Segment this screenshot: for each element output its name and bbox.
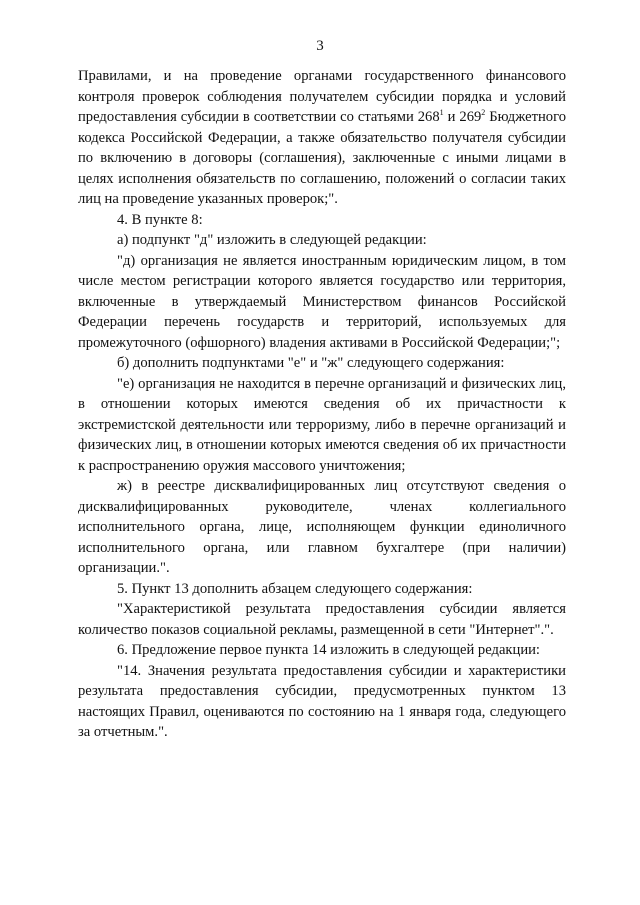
paragraph	[78, 476, 566, 579]
superscript-text: 2	[481, 108, 486, 117]
paragraph-text: 5. Пункт 13 дополнить абзацем следующего содержания:	[117, 580, 473, 597]
paragraph-text: "е) организация не находится в перечне организаций и физических лиц, в отношении которых имеются сведения об их причастности к экстремистской деятельности или терроризму, либо в перечне организаций и физических лиц, в отношении которых имеются сведения об их причастности к распространению оружия массового уничтожения;	[78, 375, 566, 474]
paragraph	[78, 640, 566, 661]
paragraph	[78, 251, 566, 354]
paragraph	[78, 374, 566, 477]
paragraph	[78, 579, 566, 600]
paragraph	[78, 230, 566, 251]
paragraph-text: Правилами, и на проведение органами государственного финансового контроля проверок соблюдения получателем субсидии порядка и условий предоставления субсидии в соответствии со статьями 268	[78, 68, 566, 125]
paragraph	[78, 353, 566, 374]
paragraph	[78, 66, 566, 210]
paragraph	[78, 210, 566, 231]
paragraph-text: "Характеристикой результата предоставления субсидии является количество показов социальной рекламы, размещенной в сети "Интернет".".	[78, 601, 566, 638]
paragraph	[78, 661, 566, 743]
document-body	[78, 66, 566, 743]
paragraph-text: а) подпункт "д" изложить в следующей редакции:	[117, 232, 427, 248]
paragraph-text: 4. В пункте 8:	[117, 211, 203, 228]
paragraph-text: Бюджетного кодекса Российской Федерации, а также обязательство получателя субсидии по включению в договоры (соглашения), заключенные с иными лицами в целях исполнения обязательств по соглашению, положений о согласии таких лиц на проведение указанных проверок;".	[78, 109, 566, 207]
superscript-text: 1	[439, 108, 444, 117]
paragraph-text: 6. Предложение первое пункта 14 изложить в следующей редакции:	[117, 642, 540, 658]
paragraph	[78, 599, 566, 640]
paragraph-text: б) дополнить подпунктами "е" и "ж" следующего содержания:	[117, 355, 505, 371]
paragraph-text: "14. Значения результата предоставления субсидии и характеристики результата предоставления субсидии, предусмотренных пунктом 13 настоящих Правил, оцениваются по состоянию на 1 января года, следующего за отчетным.".	[78, 662, 566, 740]
paragraph-text: и 269	[443, 109, 482, 125]
page-number: 3	[316, 38, 324, 54]
paragraph-text: "д) организация не является иностранным юридическим лицом, в том числе местом регистрации которого является государство или территория, включенные в утверждаемый Министерством финансов Российской Федерации перечень государств и территорий, используемых для промежуточного (офшорного) владения активами в Российской Федерации;";	[78, 252, 566, 351]
paragraph-text: ж) в реестре дисквалифицированных лиц отсутствуют сведения о дисквалифицированных руководителе, членах коллегиального исполнительного органа, лице, исполняющем функции единоличного исполнительного органа, или главном бухгалтере (при наличии) организации.".	[78, 478, 566, 576]
